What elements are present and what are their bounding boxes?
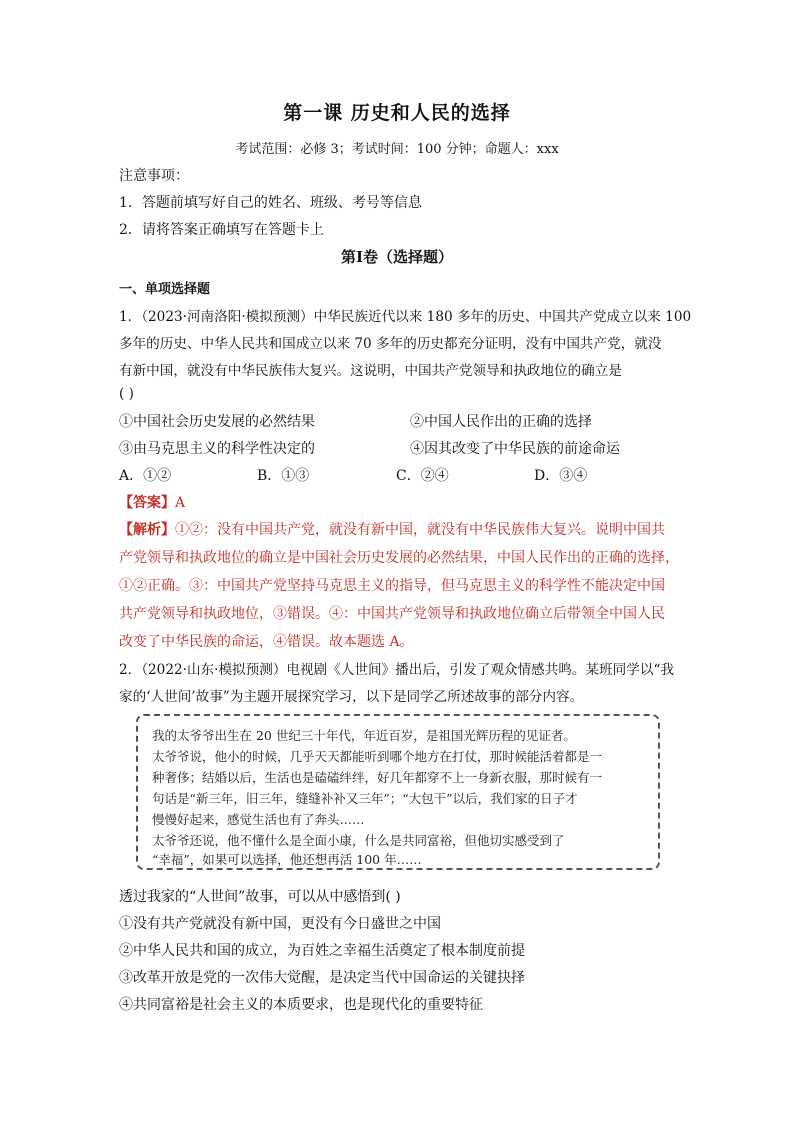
notice-heading: 注意事项： (119, 168, 189, 184)
analysis-line: 产党领导和执政地位的确立是中国社会历史发展的必然结果，中国人民作出的正确的选择， (119, 550, 679, 566)
statement-option: ①没有共产党就没有新中国，更没有今日盛世之中国 (119, 916, 441, 932)
analysis-label: 【解析】 (119, 522, 175, 538)
analysis-text: ①②：没有中国共产党，就没有新中国，就没有中华民族伟大复兴。说明中国共 (175, 522, 665, 538)
quote-line: 句话是“新三年，旧三年，缝缝补补又三年”；“大包干”以后，我们家的日子才 (152, 791, 578, 806)
analysis-line (119, 519, 665, 539)
statement-option: ③由马克思主义的科学性决定的 (119, 441, 315, 457)
analysis-line: 改变了中华民族的命运，④错误。故本题选 A。 (119, 634, 414, 650)
answer-line (119, 492, 185, 512)
story-quote-box (136, 714, 660, 870)
choice-b: B．①③ (257, 468, 310, 484)
answer-label: 【答案】 (119, 495, 175, 511)
notice-item: 1．答题前填写好自己的姓名、班级、考号等信息 (119, 195, 422, 211)
question-prompt: 透过我家的“人世间”故事，可以从中感悟到( ) (119, 889, 401, 905)
question-line: 有新中国，就没有中华民族伟大复兴。这说明，中国共产党领导和执政地位的确立是 (119, 363, 622, 379)
quote-line: 慢慢好起来，感觉生活也有了奔头…… (152, 812, 365, 827)
statement-option: ④共同富裕是社会主义的本质要求，也是现代化的重要特征 (119, 997, 483, 1013)
quote-line: 太爷爷说，他小的时候，几乎天天都能听到哪个地方在打仗，那时候能活着都是一 (152, 749, 603, 764)
notice-item: 2．请将答案正确填写在答题卡上 (119, 222, 324, 238)
quote-line: “幸福”，如果可以选择，他还想再活 100 年…… (152, 852, 422, 867)
part-title: 一、单项选择题 (119, 282, 211, 297)
question-line: 家的‘人世间’故事”为主题开展探究学习，以下是同学乙所述故事的部分内容。 (119, 689, 584, 705)
question-line: ( ) (119, 386, 134, 402)
quote-line: 我的太爷爷出生在 20 世纪三十年代，年近百岁，是祖国光辉历程的见证者。 (152, 728, 576, 743)
exam-meta: 考试范围：必修 3；考试时间：100 分钟；命题人：xxx (235, 142, 559, 157)
statement-option: ④因其改变了中华民族的前途命运 (410, 441, 620, 457)
analysis-line: 共产党领导和执政地位，③错误。④：中国共产党领导和执政地位确立后带领全中国人民 (119, 606, 665, 622)
question-line: 多年的历史、中华人民共和国成立以来 70 多年的历史都充分证明，没有中国共产党，就没 (119, 336, 662, 352)
answer-value: A (175, 495, 186, 511)
page-title: 第一课 历史和人民的选择 (283, 102, 511, 124)
section-title: 第Ⅰ卷（选择题） (340, 248, 454, 266)
statement-option: ②中华人民共和国的成立，为百姓之幸福生活奠定了根本制度前提 (119, 943, 525, 959)
choice-d: D．③④ (534, 468, 588, 484)
statement-option: ②中国人民作出的正确的选择 (410, 414, 592, 430)
statement-option: ③改革开放是党的一次伟大觉醒，是决定当代中国命运的关键抉择 (119, 970, 525, 986)
choice-c: C．②④ (396, 468, 449, 484)
analysis-line: ①②正确。③：中国共产党坚持马克思主义的指导，但马克思主义的科学性不能决定中国 (119, 578, 665, 594)
statement-option: ①中国社会历史发展的必然结果 (119, 414, 315, 430)
question-line: 2．（2022·山东·模拟预测）电视剧《人世间》播出后，引发了观众情感共鸣。某班同学以“我 (119, 662, 675, 678)
quote-line: 太爷爷还说，他不懂什么是全面小康，什么是共同富裕，但他切实感受到了 (152, 833, 565, 848)
choice-a: A．①② (119, 468, 172, 484)
quote-line: 种奢侈；结婚以后，生活也是磕磕绊绊，好几年都穿不上一身新衣服，那时候有一 (152, 770, 603, 785)
question-line: 1．（2023·河南洛阳·模拟预测）中华民族近代以来 180 多年的历史、中国共产党成立以来 100 (119, 309, 692, 325)
